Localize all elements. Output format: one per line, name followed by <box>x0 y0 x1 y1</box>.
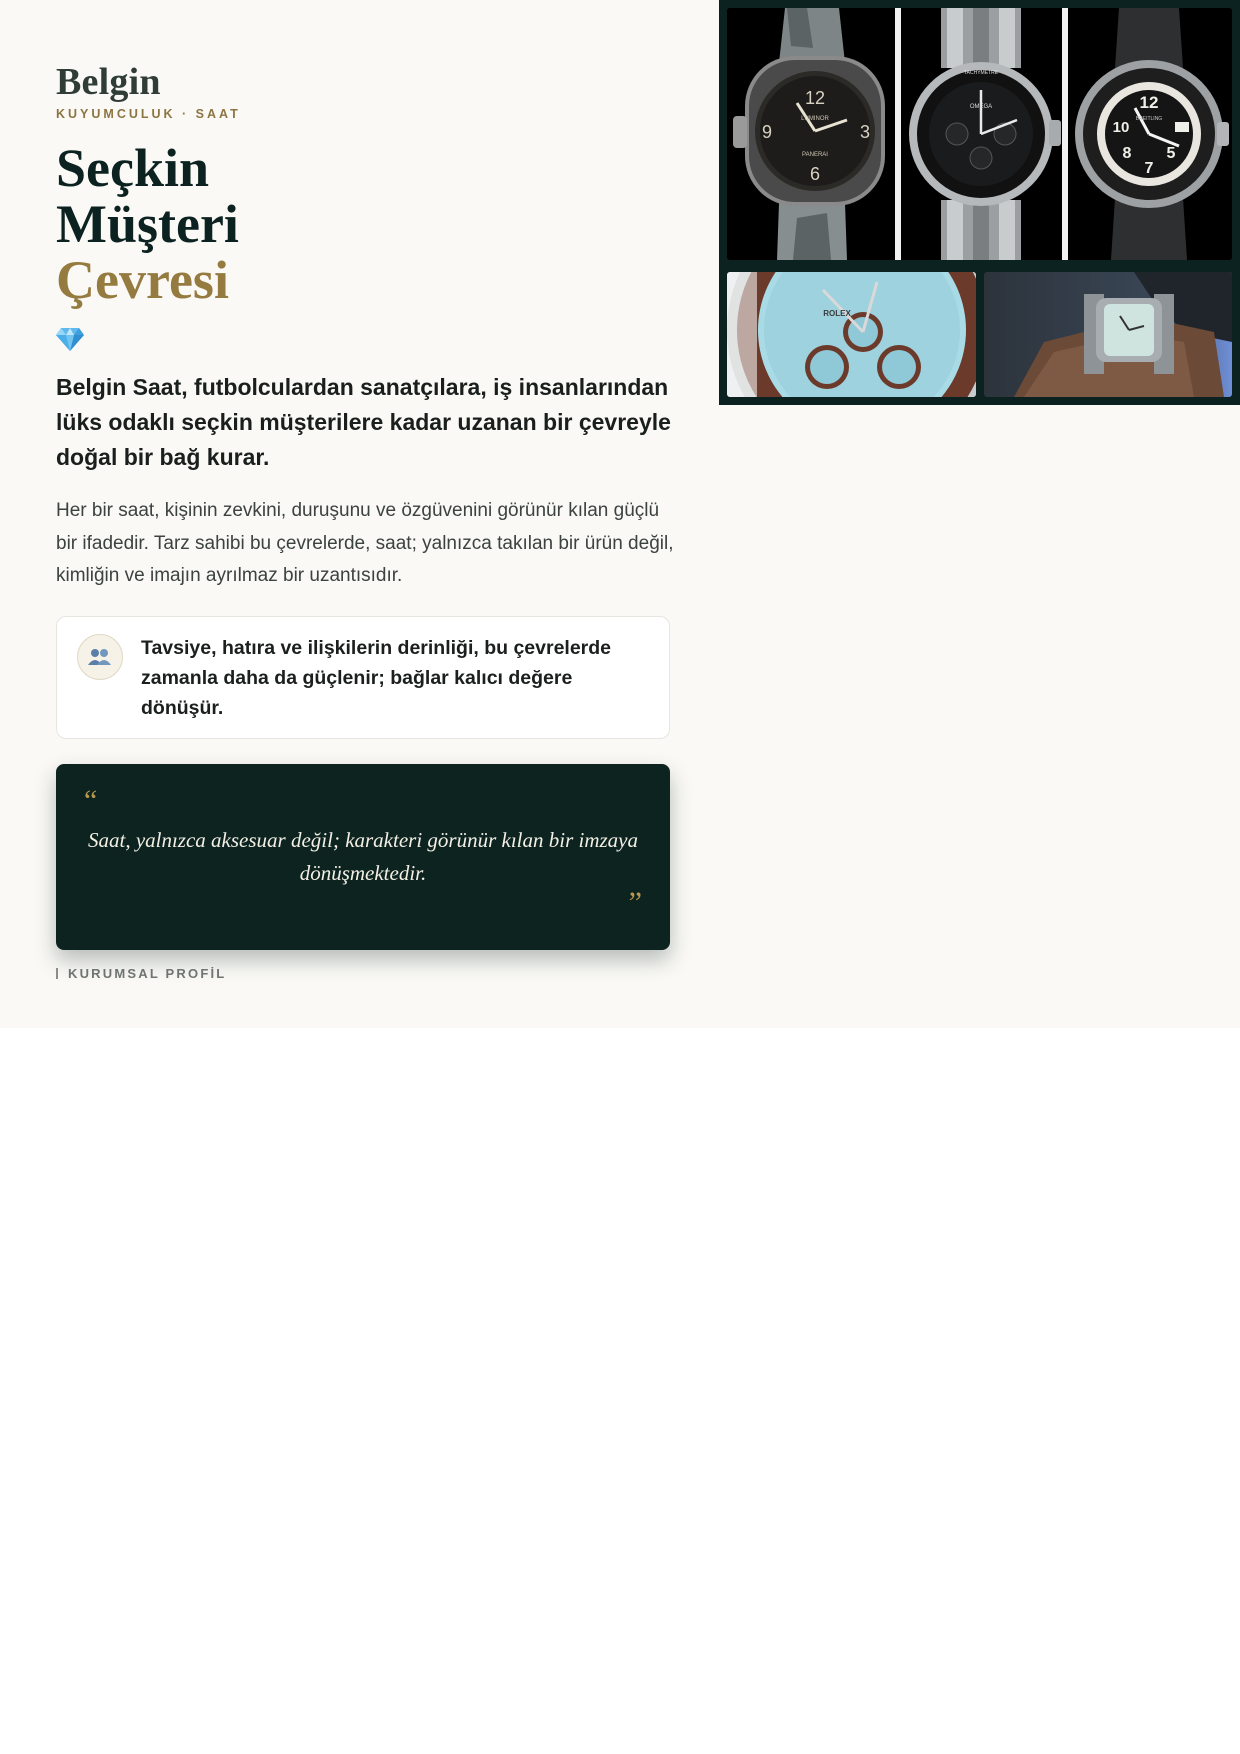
svg-text:3: 3 <box>859 122 871 142</box>
gallery-photo-wrist <box>984 272 1232 397</box>
svg-text:12: 12 <box>804 88 826 108</box>
title-line-1: Seçkin <box>56 138 210 198</box>
gallery-photo-watches <box>727 8 1232 260</box>
dial-brand-2: OMEGA <box>969 104 993 110</box>
quote-card <box>56 764 670 950</box>
title-line-2: Müşteri <box>56 194 239 254</box>
svg-text:10: 10 <box>1112 119 1130 136</box>
people-icon <box>77 634 123 680</box>
gem-icon <box>56 326 84 352</box>
svg-text:8: 8 <box>1122 145 1132 162</box>
info-card <box>56 616 670 739</box>
dial-sub-1: PANERAI <box>802 152 828 158</box>
brand-tagline: KUYUMCULUK · SAAT <box>56 107 241 121</box>
svg-text:12: 12 <box>1139 93 1159 112</box>
dial-brand-1: LUMINOR <box>801 116 829 122</box>
lead-paragraph: Belgin Saat, futbolculardan sanatçılara, iş insanlarından lüks odaklı seçkin müşterilere kadar uzanan bir çevreyle doğal bir bağ kurar. <box>56 374 671 470</box>
footer-label: KURUMSAL PROFİL <box>68 966 227 981</box>
quote-close-mark: ” <box>628 886 642 919</box>
gallery-photo-rolex <box>727 272 976 397</box>
svg-text:9: 9 <box>761 122 773 142</box>
brand-logo: Belgin <box>56 61 161 103</box>
info-card-text: Tavsiye, hatıra ve ilişkilerin derinliği, bu çevrelerde zamanla daha da güçlenir; bağlar kalıcı değere dönüşür. <box>141 637 612 719</box>
quote-text: Saat, yalnızca aksesuar değil; karakteri görünür kılan bir imzaya dönüşmektedir. <box>87 828 639 885</box>
title-line-3: Çevresi <box>56 250 229 310</box>
page-title <box>56 140 239 308</box>
quote-open-mark: “ <box>84 784 98 817</box>
body-paragraph: Her bir saat, kişinin zevkini, duruşunu ve özgüvenini görünür kılan güçlü bir ifadedir. Tarz sahibi bu çevrelerde, saat; yalnızca takılan bir ürün değil, kimliğin ve imajın ayrılmaz bir uzantısıdır. <box>56 500 674 586</box>
dial-brand-3: BREITLING <box>1135 116 1163 122</box>
svg-text:6: 6 <box>809 164 821 184</box>
svg-text:5: 5 <box>1166 145 1176 162</box>
svg-text:7: 7 <box>1144 160 1154 177</box>
photo-gallery <box>719 0 1240 405</box>
footer-divider <box>56 968 58 979</box>
dial-brand-rolex: ROLEX <box>823 309 851 318</box>
dial-sub-2: TACHYMETRE <box>963 70 999 76</box>
